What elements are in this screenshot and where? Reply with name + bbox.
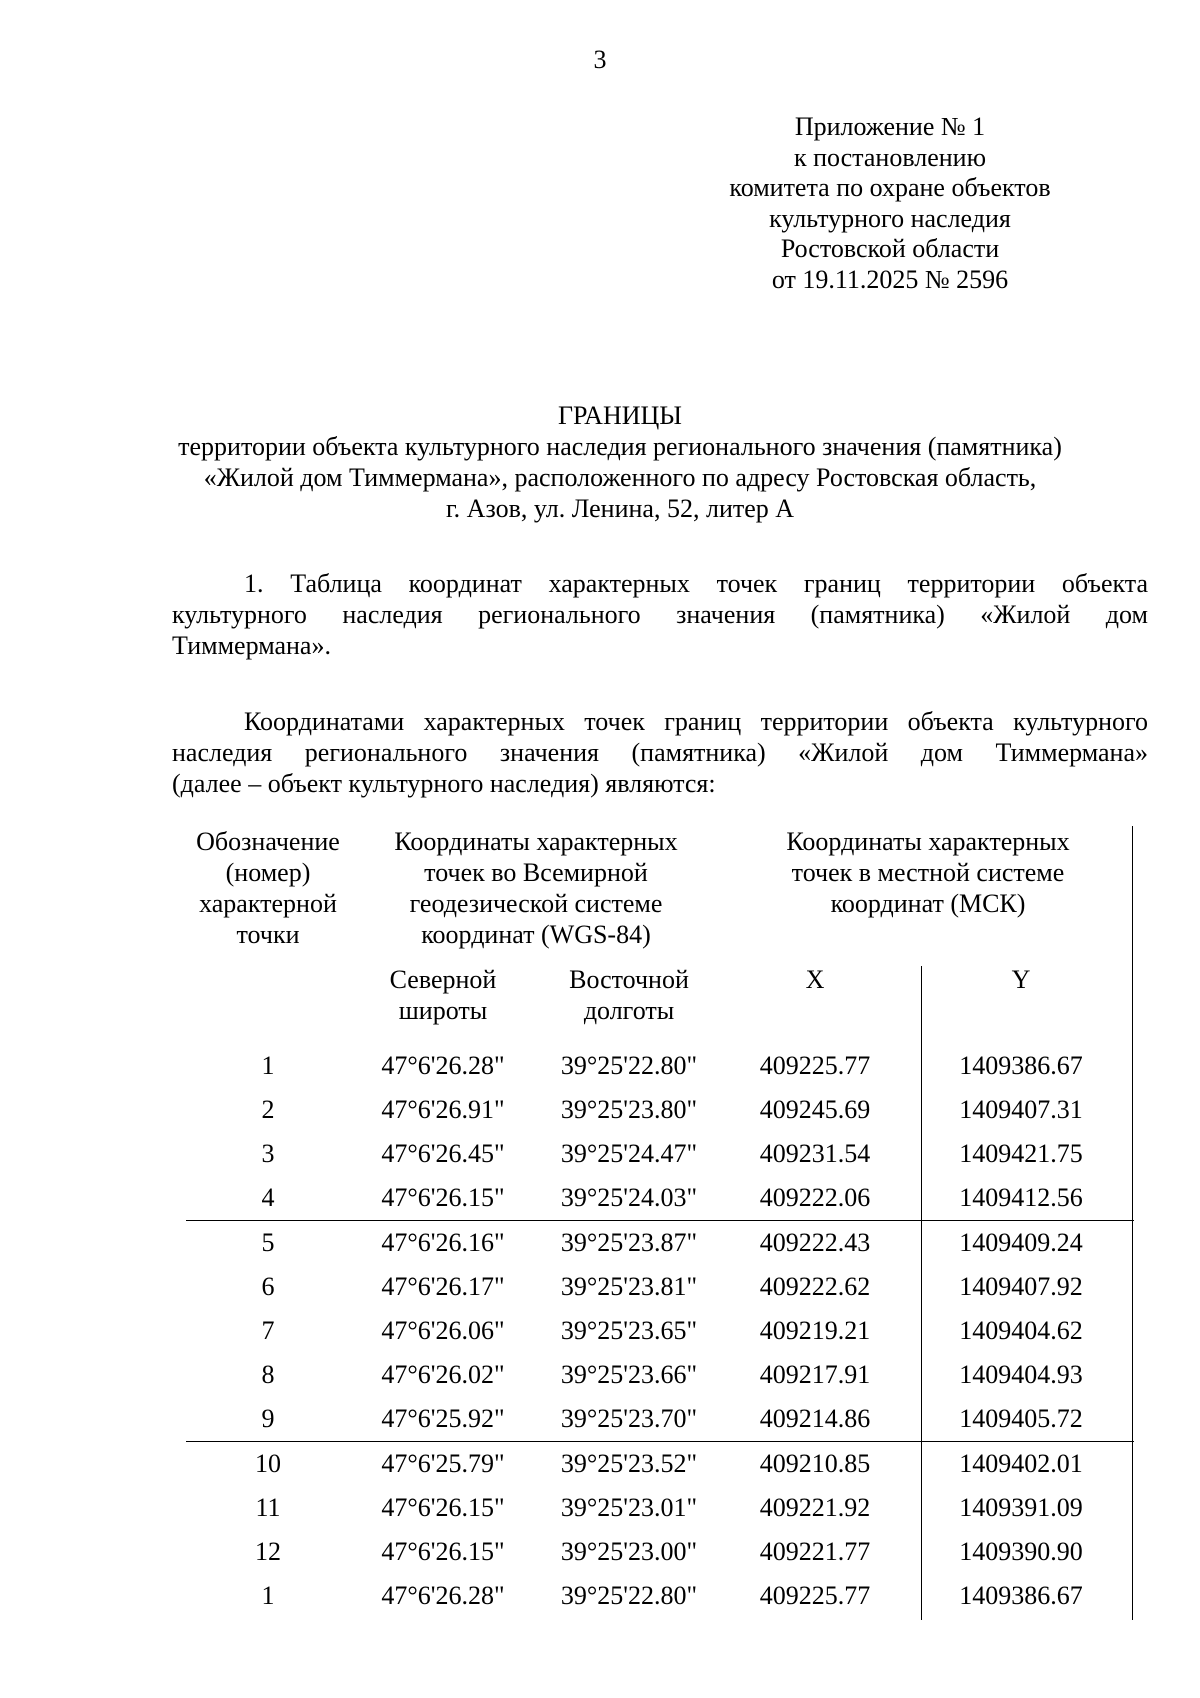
cell-latitude: 47°6'26.91" bbox=[381, 1095, 505, 1124]
appendix-line: Приложение № 1 bbox=[794, 112, 986, 141]
cell-latitude: 47°6'26.06" bbox=[381, 1316, 505, 1345]
cell-longitude: 39°25'22.80" bbox=[560, 1051, 698, 1080]
cell-longitude: 39°25'24.03" bbox=[560, 1183, 698, 1212]
coordinates-table-body bbox=[186, 1044, 1134, 1618]
cell-x: 409245.69 bbox=[759, 1095, 871, 1124]
table-xy-divider bbox=[921, 966, 922, 1620]
page-number: 3 bbox=[593, 45, 607, 74]
cell-x: 409221.77 bbox=[759, 1537, 871, 1566]
cell-x: 409231.54 bbox=[759, 1139, 871, 1168]
cell-longitude: 39°25'23.81" bbox=[560, 1272, 698, 1301]
paragraph-line: 1. Таблица координат характерных точек границ территории объекта bbox=[244, 569, 1148, 598]
header-x: X bbox=[805, 965, 825, 994]
table-right-border bbox=[1132, 826, 1133, 1620]
paragraph-line: Тиммермана». bbox=[172, 631, 331, 660]
paragraph-coordinates-intro bbox=[172, 706, 1148, 799]
table-row bbox=[186, 1176, 1134, 1221]
cell-point: 3 bbox=[261, 1139, 275, 1168]
table-row bbox=[186, 1265, 1134, 1309]
appendix-line: от 19.11.2025 № 2596 bbox=[771, 264, 1009, 294]
cell-longitude: 39°25'23.70" bbox=[560, 1404, 698, 1433]
title-line: «Жилой дом Тиммермана», расположенного по адресу Ростовская область, bbox=[203, 463, 1037, 492]
cell-latitude: 47°6'26.15" bbox=[381, 1183, 505, 1212]
table-row bbox=[186, 1353, 1134, 1397]
cell-latitude: 47°6'26.15" bbox=[381, 1537, 505, 1566]
cell-latitude: 47°6'26.17" bbox=[381, 1272, 505, 1301]
cell-longitude: 39°25'22.80" bbox=[560, 1581, 698, 1610]
cell-latitude: 47°6'26.15" bbox=[381, 1493, 505, 1522]
cell-x: 409217.91 bbox=[759, 1360, 871, 1389]
cell-latitude: 47°6'26.02" bbox=[381, 1360, 505, 1389]
table-row bbox=[186, 1088, 1134, 1132]
paragraph-table-intro bbox=[172, 568, 1148, 661]
cell-point: 7 bbox=[261, 1316, 275, 1345]
cell-latitude: 47°6'25.79" bbox=[350, 1442, 536, 1487]
cell-point: 1 bbox=[261, 1581, 275, 1610]
appendix-block bbox=[720, 112, 1060, 295]
cell-point: 2 bbox=[261, 1095, 275, 1124]
cell-y: 1409404.62 bbox=[959, 1316, 1083, 1345]
cell-x: 409219.21 bbox=[759, 1316, 871, 1345]
table-row bbox=[186, 1574, 1134, 1618]
cell-longitude: 39°25'23.80" bbox=[560, 1095, 698, 1124]
cell-point: 1 bbox=[261, 1051, 275, 1080]
cell-point: 10 bbox=[186, 1442, 350, 1487]
cell-point: 6 bbox=[261, 1272, 275, 1301]
cell-latitude: 47°6'26.45" bbox=[381, 1139, 505, 1168]
table-row bbox=[186, 1132, 1134, 1176]
cell-x: 409214.86 bbox=[759, 1404, 871, 1433]
appendix-line: культурного наследия bbox=[769, 203, 1011, 233]
cell-y: 1409407.31 bbox=[959, 1095, 1083, 1124]
table-row bbox=[186, 1486, 1134, 1530]
cell-latitude: 47°6'26.28" bbox=[381, 1581, 505, 1610]
cell-y: 1409405.72 bbox=[959, 1404, 1083, 1433]
table-row bbox=[186, 1397, 1134, 1442]
cell-point: 9 bbox=[261, 1404, 275, 1433]
table-row bbox=[186, 1044, 1134, 1088]
cell-longitude: 39°25'23.00" bbox=[560, 1537, 698, 1566]
cell-y: 1409421.75 bbox=[959, 1139, 1083, 1168]
paragraph-line: (далее – объект культурного наследия) являются: bbox=[172, 769, 716, 798]
document-title bbox=[150, 400, 1090, 524]
cell-longitude: 39°25'23.01" bbox=[560, 1493, 698, 1522]
cell-x: 409225.77 bbox=[759, 1051, 871, 1080]
cell-y: 1409386.67 bbox=[959, 1051, 1083, 1080]
cell-y: 1409407.92 bbox=[959, 1272, 1083, 1301]
header-msk: Координаты характерных точек в местной системе координат (МСК) bbox=[786, 827, 1070, 918]
title-line: г. Азов, ул. Ленина, 52, литер А bbox=[445, 494, 795, 523]
cell-y: 1409386.67 bbox=[959, 1581, 1083, 1610]
appendix-line: комитета по охране объектов bbox=[729, 173, 1051, 202]
cell-y: 1409391.09 bbox=[959, 1493, 1083, 1522]
table-row bbox=[186, 1442, 1134, 1487]
cell-y: 1409409.24 bbox=[908, 1221, 1134, 1266]
cell-longitude: 39°25'23.87" bbox=[536, 1221, 722, 1266]
table-row bbox=[186, 1309, 1134, 1353]
title-line: территории объекта культурного наследия регионального значения (памятника) bbox=[178, 432, 1062, 461]
cell-y: 1409404.93 bbox=[959, 1360, 1083, 1389]
header-y: Y bbox=[1011, 965, 1031, 994]
cell-longitude: 39°25'23.52" bbox=[536, 1442, 722, 1487]
appendix-line: Ростовской области bbox=[780, 234, 1000, 263]
cell-y: 1409402.01 bbox=[908, 1442, 1134, 1487]
cell-latitude: 47°6'26.28" bbox=[381, 1051, 505, 1080]
cell-longitude: 39°25'24.47" bbox=[560, 1139, 698, 1168]
paragraph-line: Координатами характерных точек границ территории объекта культурного bbox=[244, 707, 1148, 736]
cell-y: 1409412.56 bbox=[959, 1183, 1083, 1212]
title-heading: ГРАНИЦЫ bbox=[558, 401, 682, 430]
cell-y: 1409390.90 bbox=[959, 1537, 1083, 1566]
cell-x: 409222.62 bbox=[759, 1272, 871, 1301]
paragraph-line: наследия регионального значения (памятника) «Жилой дом Тиммермана» bbox=[172, 738, 1148, 767]
cell-point: 8 bbox=[261, 1360, 275, 1389]
cell-x: 409210.85 bbox=[722, 1442, 908, 1487]
appendix-line: к постановлению bbox=[793, 142, 987, 172]
paragraph-line: культурного наследия регионального значения (памятника) «Жилой дом bbox=[172, 600, 1148, 629]
cell-x: 409222.43 bbox=[722, 1221, 908, 1266]
table-row bbox=[186, 1221, 1134, 1266]
cell-point: 12 bbox=[255, 1537, 281, 1566]
cell-x: 409221.92 bbox=[759, 1493, 871, 1522]
header-east-longitude: Восточной долготы bbox=[569, 965, 689, 1025]
cell-x: 409222.06 bbox=[759, 1183, 871, 1212]
cell-point: 11 bbox=[255, 1493, 281, 1522]
header-point-designation: Обозначение (номер) характерной точки bbox=[196, 827, 340, 949]
coordinates-table bbox=[186, 826, 1134, 1618]
header-wgs84: Координаты характерных точек во Всемирной геодезической системе координат (WGS-84) bbox=[394, 827, 678, 949]
table-row bbox=[186, 1530, 1134, 1574]
cell-point: 4 bbox=[261, 1183, 275, 1212]
cell-latitude: 47°6'26.16" bbox=[350, 1221, 536, 1266]
cell-longitude: 39°25'23.66" bbox=[560, 1360, 698, 1389]
cell-x: 409225.77 bbox=[759, 1581, 871, 1610]
cell-latitude: 47°6'25.92" bbox=[381, 1404, 505, 1433]
cell-point: 5 bbox=[186, 1221, 350, 1266]
header-north-latitude: Северной широты bbox=[389, 965, 497, 1025]
cell-longitude: 39°25'23.65" bbox=[560, 1316, 698, 1345]
